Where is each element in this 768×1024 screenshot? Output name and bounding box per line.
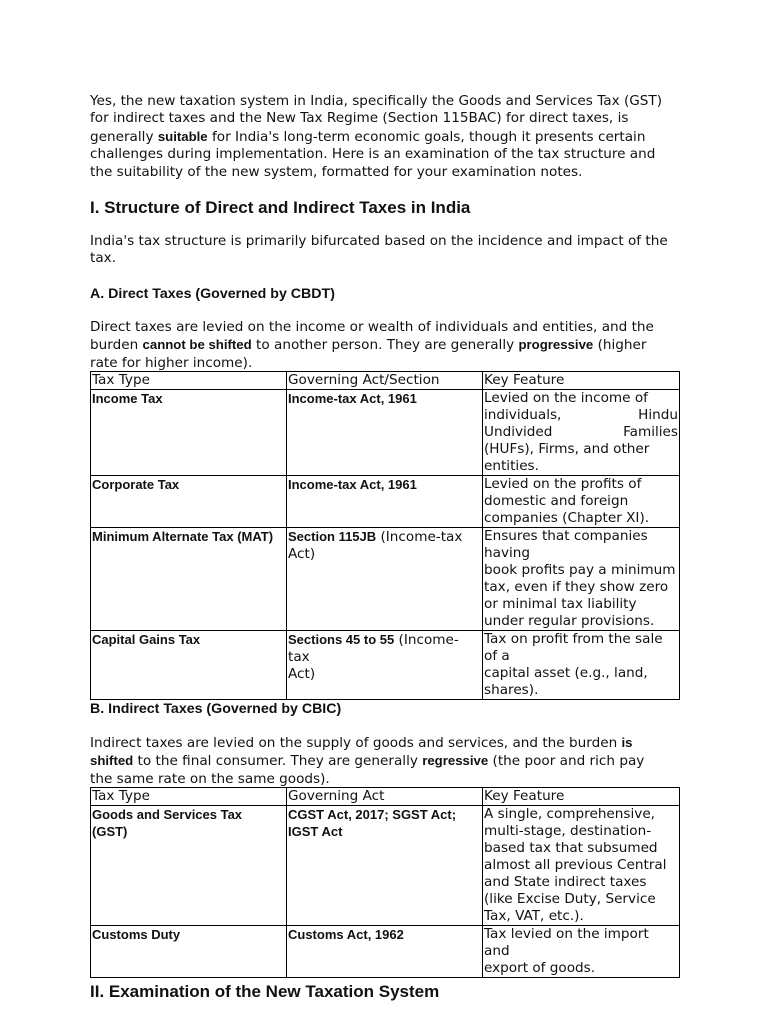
column-header: Governing Act/Section <box>287 372 483 390</box>
column-header: Key Feature <box>483 788 680 806</box>
intro-line: challenges during implementation. Here is an examination of the tax structure and <box>90 146 656 163</box>
section-paragraph: India's tax structure is primarily bifurcated based on the incidence and impact of the tax. <box>90 233 668 267</box>
section-heading: II. Examination of the New Taxation System <box>90 982 440 1001</box>
table-row <box>91 390 680 476</box>
table-row <box>91 631 680 700</box>
act-cell: Customs Act, 1962 <box>287 926 483 978</box>
feature-cell: Levied on the profits of domestic and foreign companies (Chapter XI). <box>483 476 680 528</box>
intro-paragraph <box>90 93 680 181</box>
tax-type-cell: Customs Duty <box>91 926 287 978</box>
table-row <box>91 806 680 926</box>
intro-line: Yes, the new taxation system in India, specifically the Goods and Services Tax (GST) <box>90 93 663 109</box>
column-header: Tax Type <box>91 788 287 806</box>
section-heading: I. Structure of Direct and Indirect Taxes in India <box>90 198 471 217</box>
act-cell: Income-tax Act, 1961 <box>287 390 483 476</box>
tax-type-cell: Income Tax <box>91 390 287 476</box>
act-cell: Income-tax Act, 1961 <box>287 476 483 528</box>
tax-type-cell: Goods and Services Tax (GST) <box>91 806 287 926</box>
direct-taxes-table <box>90 371 680 700</box>
feature-cell: Levied on the income of individuals, Hindu Undivided Families (HUFs), Firms, and other entities. <box>484 390 678 474</box>
table-row <box>91 926 680 978</box>
column-header: Governing Act <box>287 788 483 806</box>
tax-type-cell: Minimum Alternate Tax (MAT) <box>91 528 287 631</box>
subsection-heading: B. Indirect Taxes (Governed by CBIC) <box>90 701 342 717</box>
tax-type-cell: Capital Gains Tax <box>91 631 287 700</box>
table-row <box>91 476 680 528</box>
feature-cell: Ensures that companies having book profits pay a minimum tax, even if they show zero or minimal tax liability under regular provisions. <box>483 528 680 631</box>
subsection-heading: A. Direct Taxes (Governed by CBDT) <box>90 286 335 302</box>
direct-paragraph: Direct taxes are levied on the income or wealth of individuals and entities, and the burden cannot be shifted to another person. They are generally progressive (higher rate for higher income). <box>90 319 654 371</box>
feature-cell: A single, comprehensive, multi-stage, destination- based tax that subsumed almost all previous Central and State indirect taxes (like Excise Duty, Service Tax, VAT, etc.). <box>483 806 680 926</box>
table-header-row <box>91 372 680 390</box>
column-header: Key Feature <box>483 372 680 390</box>
indirect-paragraph: Indirect taxes are levied on the supply of goods and services, and the burden is shifted to the final consumer. They are generally regressive (the poor and rich pay the same rate on the same goods). <box>90 735 645 787</box>
act-cell: Section 115JB (Income-tax Act) <box>287 528 483 631</box>
act-cell: CGST Act, 2017; SGST Act; IGST Act <box>287 806 483 926</box>
intro-line: generally suitable for India's long-term economic goals, though it presents certain <box>90 128 646 145</box>
table-header-row <box>91 788 680 806</box>
act-cell: Sections 45 to 55 (Income- tax Act) <box>287 631 483 700</box>
feature-cell: Tax on profit from the sale of a capital asset (e.g., land, shares). <box>483 631 680 700</box>
table-row <box>91 528 680 631</box>
column-header: Tax Type <box>91 372 287 390</box>
intro-line: the suitability of the new system, formatted for your examination notes. <box>90 163 583 180</box>
tax-type-cell: Corporate Tax <box>91 476 287 528</box>
feature-cell: Tax levied on the import and export of goods. <box>483 926 680 978</box>
intro-line: for indirect taxes and the New Tax Regime (Section 115BAC) for direct taxes, is <box>90 110 629 127</box>
indirect-taxes-table <box>90 787 680 978</box>
